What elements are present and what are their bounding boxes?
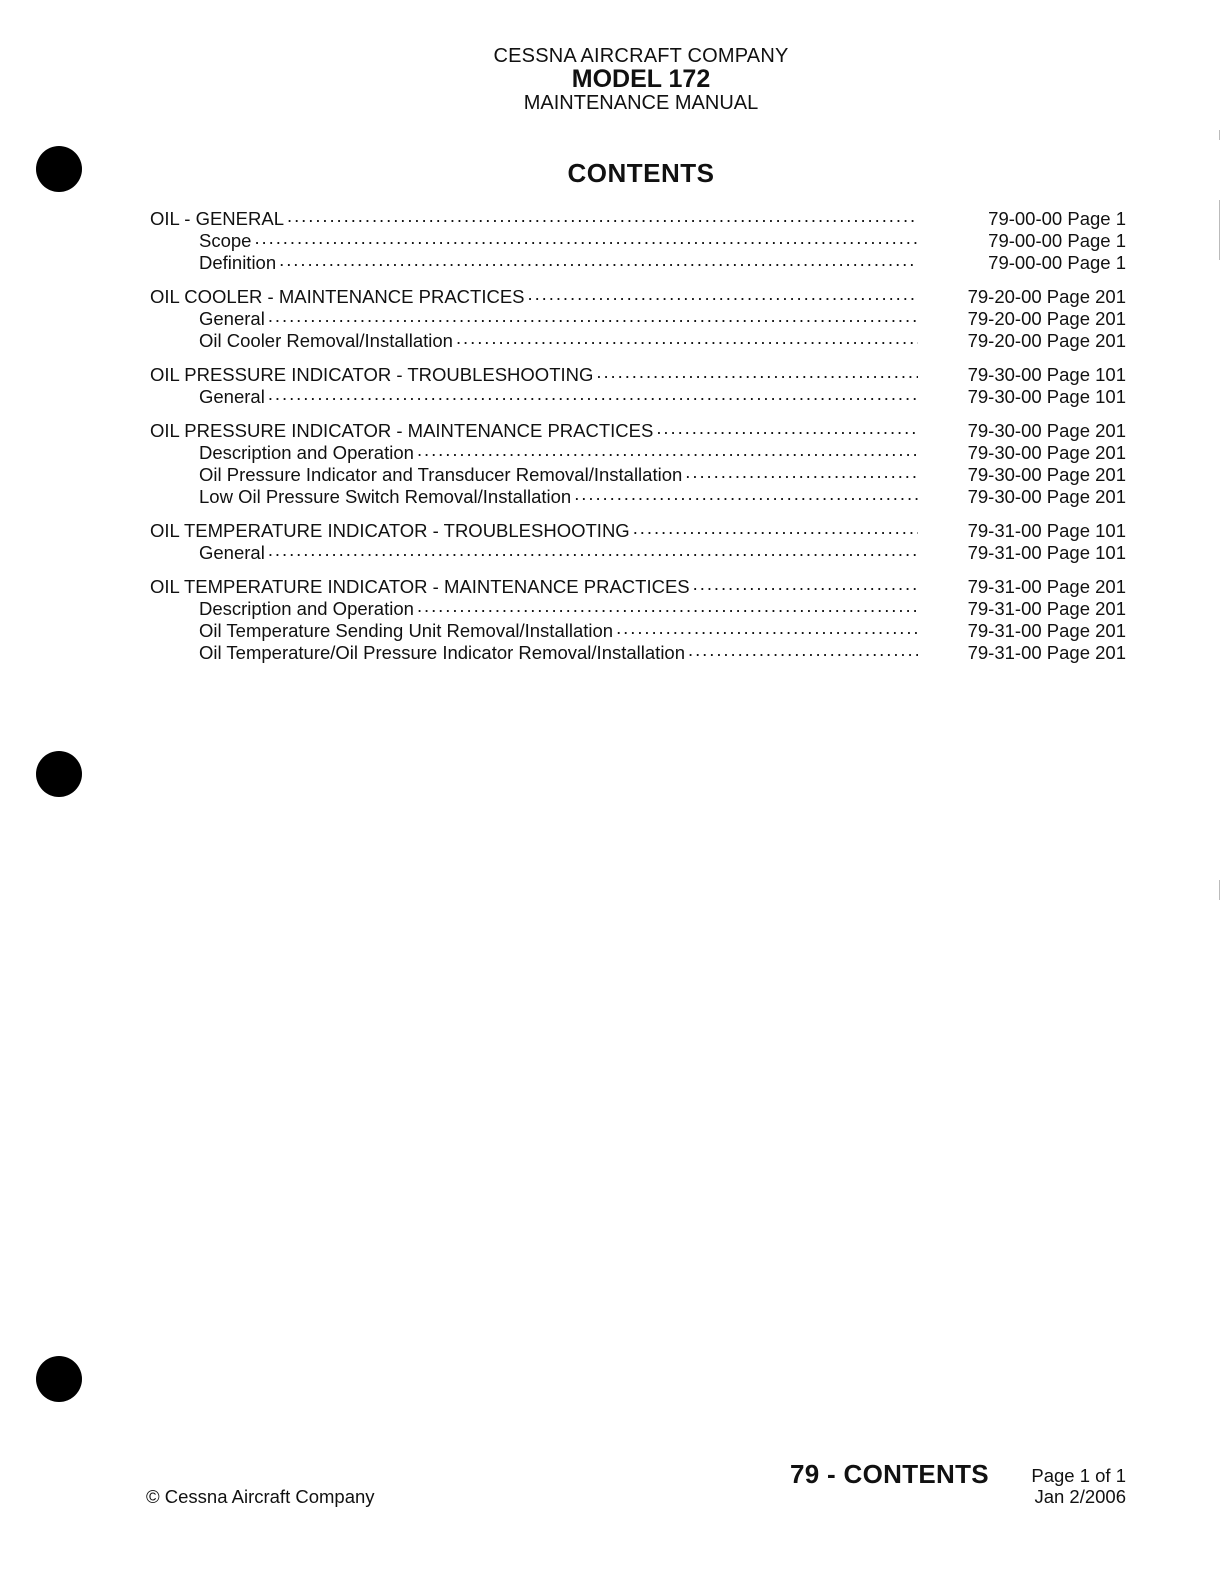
scan-mark (1219, 200, 1220, 260)
table-of-contents (150, 207, 1126, 675)
footer-section-title: 79 - CONTENTS (790, 1459, 989, 1489)
dot-leader (613, 619, 918, 637)
binder-hole (36, 751, 82, 797)
toc-subentry (150, 385, 1126, 407)
toc-entry-label: General (199, 542, 265, 563)
toc-group (150, 519, 1126, 563)
dot-leader (685, 641, 918, 659)
manual-name: MAINTENANCE MANUAL (523, 92, 759, 114)
footer-page-info (1031, 1465, 1126, 1508)
toc-entry-label: Definition (199, 252, 277, 273)
toc-entry-page-ref: 79-00-00 Page 1 (988, 208, 1126, 229)
dot-leader (276, 251, 918, 269)
toc-subentry (150, 463, 1126, 485)
toc-entry-label: Oil Cooler Removal/Installation (199, 330, 453, 351)
toc-group (150, 419, 1126, 507)
toc-entry-page-ref: 79-31-00 Page 201 (967, 620, 1126, 641)
toc-entry-label: General (199, 308, 265, 329)
dot-leader (265, 541, 918, 559)
toc-entry (150, 363, 1126, 385)
dot-leader (453, 329, 918, 347)
toc-group (150, 575, 1126, 663)
footer-page-number: Page 1 of 1 (1031, 1465, 1126, 1486)
toc-entry-page-ref: 79-20-00 Page 201 (967, 286, 1126, 307)
toc-entry-label: Oil Temperature/Oil Pressure Indicator Removal/Installation (199, 642, 686, 663)
toc-entry-label: Oil Temperature Sending Unit Removal/Installation (199, 620, 614, 641)
toc-entry-page-ref: 79-00-00 Page 1 (988, 230, 1126, 251)
dot-leader (265, 307, 918, 325)
dot-leader (653, 419, 918, 437)
dot-leader (593, 363, 918, 381)
toc-subentry (150, 641, 1126, 663)
model-name: MODEL 172 (571, 65, 711, 93)
toc-entry-label: OIL TEMPERATURE INDICATOR - MAINTENANCE PRACTICES (150, 576, 690, 597)
toc-entry (150, 419, 1126, 441)
toc-entry-label: Description and Operation (199, 598, 414, 619)
toc-entry-page-ref: 79-30-00 Page 201 (967, 420, 1126, 441)
toc-entry-label: OIL TEMPERATURE INDICATOR - TROUBLESHOOTING (150, 520, 630, 541)
toc-entry-page-ref: 79-31-00 Page 101 (967, 542, 1126, 563)
toc-entry-label: OIL COOLER - MAINTENANCE PRACTICES (150, 286, 525, 307)
toc-entry-page-ref: 79-20-00 Page 201 (967, 308, 1126, 329)
dot-leader (690, 575, 918, 593)
dot-leader (284, 207, 918, 225)
toc-subentry (150, 619, 1126, 641)
toc-entry-label: OIL PRESSURE INDICATOR - MAINTENANCE PRACTICES (150, 420, 654, 441)
toc-entry-page-ref: 79-30-00 Page 101 (967, 364, 1126, 385)
toc-entry (150, 207, 1126, 229)
toc-entry (150, 575, 1126, 597)
toc-subentry (150, 229, 1126, 251)
toc-entry-page-ref: 79-31-00 Page 201 (967, 576, 1126, 597)
toc-entry-label: Description and Operation (199, 442, 414, 463)
toc-entry-page-ref: 79-31-00 Page 201 (967, 598, 1126, 619)
company-name: CESSNA AIRCRAFT COMPANY (493, 45, 789, 67)
dot-leader (630, 519, 918, 537)
toc-entry-page-ref: 79-30-00 Page 201 (967, 464, 1126, 485)
toc-entry-page-ref: 79-31-00 Page 201 (967, 642, 1126, 663)
dot-leader (571, 485, 918, 503)
toc-subentry (150, 541, 1126, 563)
dot-leader (682, 463, 918, 481)
dot-leader (525, 285, 918, 303)
toc-group (150, 363, 1126, 407)
dot-leader (414, 597, 918, 615)
toc-entry (150, 285, 1126, 307)
toc-entry-label: Scope (199, 230, 252, 251)
toc-entry-page-ref: 79-20-00 Page 201 (967, 330, 1126, 351)
toc-group (150, 207, 1126, 273)
dot-leader (265, 385, 918, 403)
toc-group (150, 285, 1126, 351)
toc-entry-label: Low Oil Pressure Switch Removal/Installation (199, 486, 572, 507)
toc-entry-label: Oil Pressure Indicator and Transducer Removal/Installation (199, 464, 683, 485)
toc-subentry (150, 597, 1126, 619)
toc-entry (150, 519, 1126, 541)
dot-leader (414, 441, 918, 459)
footer-date: Jan 2/2006 (1034, 1486, 1126, 1508)
toc-entry-label: OIL PRESSURE INDICATOR - TROUBLESHOOTING (150, 364, 594, 385)
copyright-notice: © Cessna Aircraft Company (146, 1486, 375, 1507)
document-header (0, 46, 1224, 113)
toc-entry-page-ref: 79-30-00 Page 101 (967, 386, 1126, 407)
toc-subentry (150, 485, 1126, 507)
dot-leader (251, 229, 918, 247)
scan-mark (1219, 130, 1220, 140)
toc-entry-page-ref: 79-30-00 Page 201 (967, 486, 1126, 507)
page-title: CONTENTS (567, 158, 715, 188)
toc-subentry (150, 329, 1126, 351)
toc-entry-page-ref: 79-00-00 Page 1 (988, 252, 1126, 273)
toc-entry-label: OIL - GENERAL (150, 208, 284, 229)
toc-subentry (150, 307, 1126, 329)
toc-entry-label: General (199, 386, 265, 407)
toc-entry-page-ref: 79-30-00 Page 201 (967, 442, 1126, 463)
toc-subentry (150, 251, 1126, 273)
toc-subentry (150, 441, 1126, 463)
scan-mark (1219, 880, 1220, 900)
toc-entry-page-ref: 79-31-00 Page 101 (967, 520, 1126, 541)
binder-hole (36, 1356, 82, 1402)
